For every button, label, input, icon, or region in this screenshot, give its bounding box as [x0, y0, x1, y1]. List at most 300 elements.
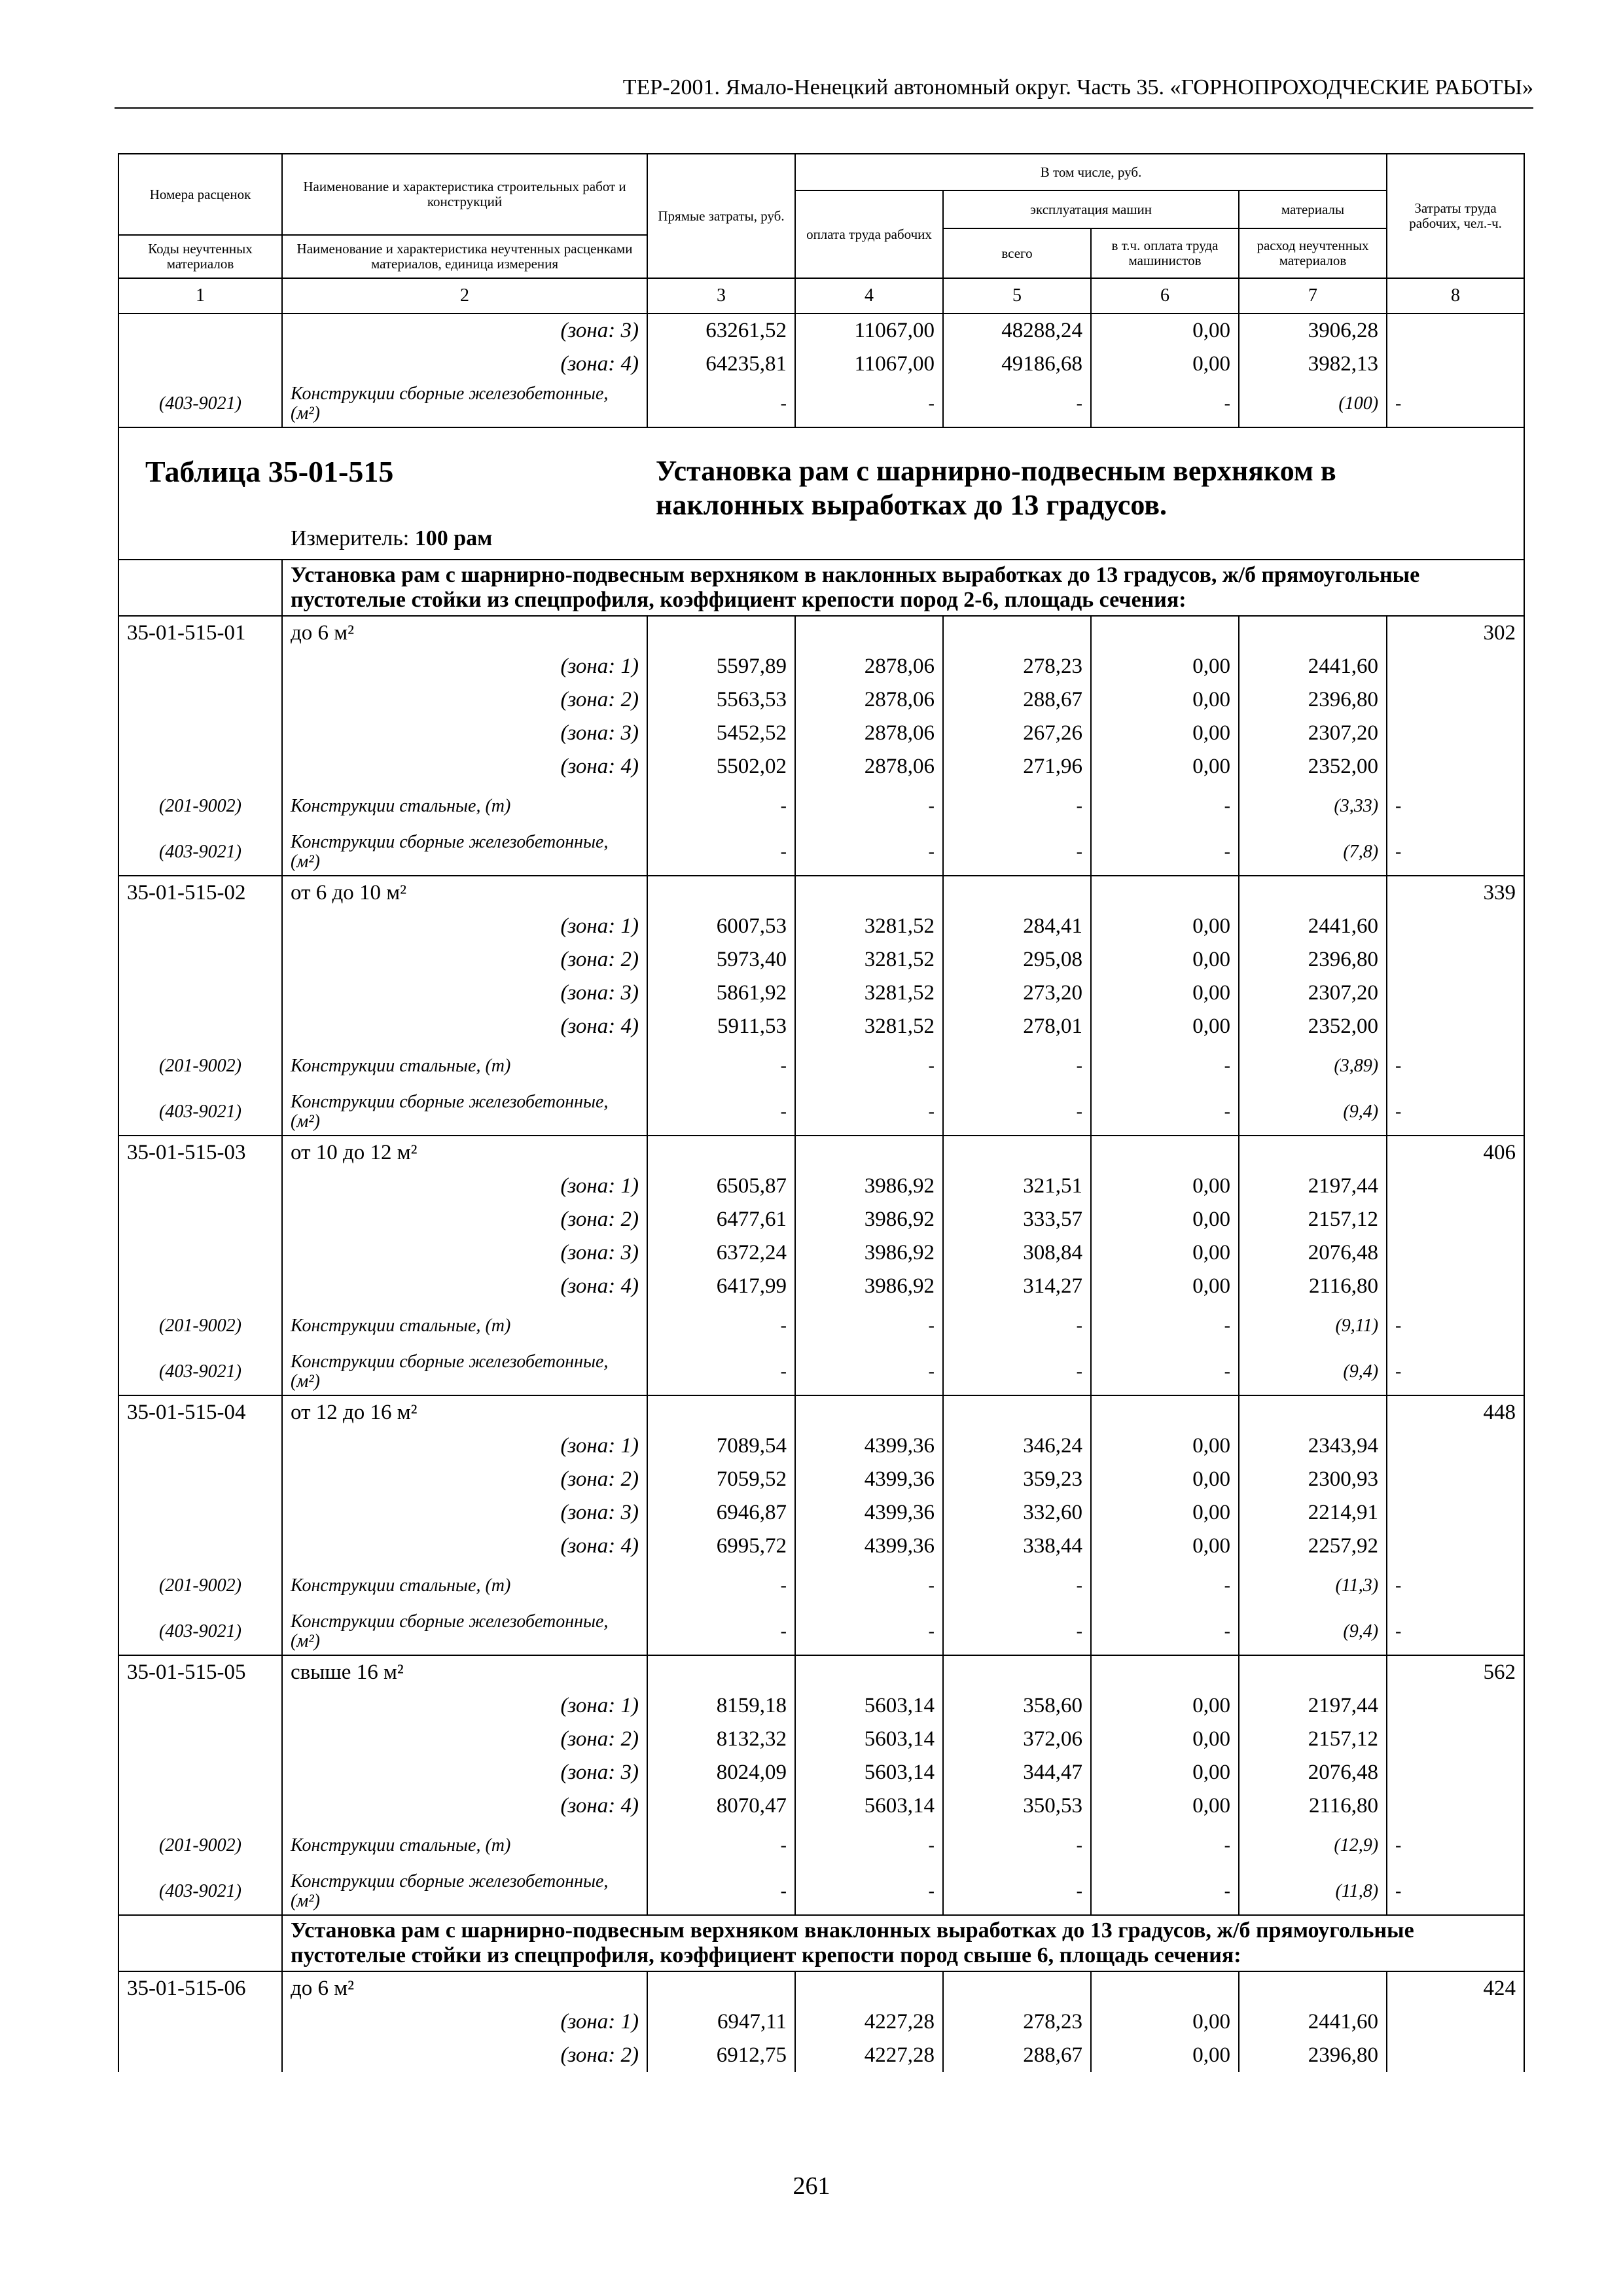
value-cell: 359,23: [943, 1463, 1091, 1496]
dash-cell: -: [647, 1823, 795, 1869]
entry-code: 35-01-515-04: [118, 1395, 282, 1429]
material-code: (201-9002): [118, 1823, 282, 1869]
entry-labor-hours: 448: [1387, 1395, 1524, 1429]
col-code-top: Номера расценок: [149, 187, 251, 202]
entry-labor-hours: 406: [1387, 1136, 1524, 1170]
dash-cell: -: [1091, 1609, 1239, 1655]
zone-row: [118, 2039, 1524, 2072]
dash-cell: -: [943, 1823, 1091, 1869]
value-cell: 8070,47: [647, 1789, 795, 1823]
value-cell: 11067,00: [795, 348, 943, 381]
zone-label: (зона: 2): [282, 1203, 647, 1236]
dash-cell: -: [1091, 829, 1239, 876]
value-cell: 0,00: [1091, 2039, 1239, 2072]
value-cell: 3986,92: [795, 1270, 943, 1303]
value-cell: 4399,36: [795, 1429, 943, 1463]
value-cell: 3986,92: [795, 1203, 943, 1236]
dash-cell: -: [647, 1043, 795, 1089]
value-cell: 4399,36: [795, 1463, 943, 1496]
zone-label: (зона: 4): [282, 1270, 647, 1303]
dash-cell: -: [1091, 381, 1239, 427]
value-cell: 2396,80: [1239, 683, 1387, 717]
zone-row: [118, 314, 1524, 348]
value-cell: 63261,52: [647, 314, 795, 348]
value-cell: 8132,32: [647, 1723, 795, 1756]
value-cell: 2878,06: [795, 717, 943, 750]
value-cell: 6505,87: [647, 1170, 795, 1203]
zone-row: [118, 1756, 1524, 1789]
mach-total-header: всего: [943, 228, 1091, 278]
dash-cell: -: [943, 1609, 1091, 1655]
value-cell: 6912,75: [647, 2039, 795, 2072]
zone-label: (зона: 4): [282, 1530, 647, 1563]
material-code: (201-9002): [118, 1043, 282, 1089]
col-num: 5: [943, 278, 1091, 314]
zone-row: [118, 1236, 1524, 1270]
value-cell: 7059,52: [647, 1463, 795, 1496]
zone-row: [118, 1463, 1524, 1496]
material-code: (403-9021): [118, 381, 282, 427]
value-cell: 64235,81: [647, 348, 795, 381]
zone-label: (зона: 4): [282, 1789, 647, 1823]
col-matname-header: Наименование и характеристика неучтенных расценками материалов, единица измерения: [282, 235, 647, 278]
running-header: [115, 71, 1533, 109]
col-num: 2: [282, 278, 647, 314]
dash-cell: -: [943, 1563, 1091, 1609]
entry-name: до 6 м²: [282, 1971, 647, 2005]
dash-cell: -: [795, 1869, 943, 1915]
value-cell: 2116,80: [1239, 1270, 1387, 1303]
dash-cell: -: [1387, 1823, 1524, 1869]
value-cell: 6372,24: [647, 1236, 795, 1270]
material-name: Конструкции стальные, (т): [282, 1303, 647, 1349]
value-cell: 5973,40: [647, 943, 795, 977]
zone-label: (зона: 2): [282, 683, 647, 717]
value-cell: 314,27: [943, 1270, 1091, 1303]
dash-cell: -: [795, 1609, 943, 1655]
dash-cell: -: [795, 1303, 943, 1349]
material-row: [118, 1609, 1524, 1655]
column-numbers-row: [118, 278, 1524, 314]
dash-cell: -: [795, 829, 943, 876]
col-direct-header: Прямые затраты, руб.: [647, 154, 795, 278]
zone-row: [118, 1170, 1524, 1203]
value-cell: 372,06: [943, 1723, 1091, 1756]
material-name: Конструкции сборные железобетонные, (м²): [282, 1609, 647, 1655]
zone-row: [118, 943, 1524, 977]
value-cell: 332,60: [943, 1496, 1091, 1530]
entry-labor-hours: 339: [1387, 876, 1524, 910]
zone-label: (зона: 1): [282, 1429, 647, 1463]
value-cell: 2441,60: [1239, 910, 1387, 943]
dash-cell: -: [1091, 1349, 1239, 1395]
zone-row: [118, 1723, 1524, 1756]
zone-row: [118, 2005, 1524, 2039]
value-cell: 2307,20: [1239, 977, 1387, 1010]
value-cell: 3982,13: [1239, 348, 1387, 381]
material-qty: (11,8): [1239, 1869, 1387, 1915]
value-cell: 288,67: [943, 683, 1091, 717]
material-code: (201-9002): [118, 1303, 282, 1349]
material-row: [118, 381, 1524, 427]
value-cell: 2214,91: [1239, 1496, 1387, 1530]
dash-cell: -: [647, 1563, 795, 1609]
value-cell: 0,00: [1091, 1689, 1239, 1723]
value-cell: 295,08: [943, 943, 1091, 977]
dash-cell: -: [943, 1869, 1091, 1915]
value-cell: 267,26: [943, 717, 1091, 750]
zone-label: (зона: 1): [282, 650, 647, 683]
entry-code: 35-01-515-06: [118, 1971, 282, 2005]
entry-code: 35-01-515-03: [118, 1136, 282, 1170]
table-head: [118, 154, 1524, 314]
col-name-header: [282, 154, 647, 235]
value-cell: 2878,06: [795, 683, 943, 717]
value-cell: 49186,68: [943, 348, 1091, 381]
zone-row: [118, 1203, 1524, 1236]
zone-row: [118, 717, 1524, 750]
mach-labor-header: в т.ч. оплата труда машинистов: [1091, 228, 1239, 278]
value-cell: 2197,44: [1239, 1689, 1387, 1723]
zone-row: [118, 1689, 1524, 1723]
table-title-block: [118, 427, 1524, 616]
zone-row: [118, 650, 1524, 683]
value-cell: 5603,14: [795, 1756, 943, 1789]
value-cell: 0,00: [1091, 1530, 1239, 1563]
material-qty: (9,4): [1239, 1609, 1387, 1655]
dash-cell: -: [647, 1349, 795, 1395]
dash-cell: -: [647, 829, 795, 876]
zone-row: [118, 910, 1524, 943]
value-cell: 2396,80: [1239, 2039, 1387, 2072]
value-cell: 6477,61: [647, 1203, 795, 1236]
col-num: 3: [647, 278, 795, 314]
material-qty: (9,11): [1239, 1303, 1387, 1349]
zone-label: (зона: 3): [282, 314, 647, 348]
value-cell: 3906,28: [1239, 314, 1387, 348]
machines-header: эксплуатация машин: [943, 190, 1239, 228]
value-cell: 2157,12: [1239, 1723, 1387, 1756]
material-code: (403-9021): [118, 1609, 282, 1655]
section-heading: Установка рам с шарнирно-подвесным верхняком внаклонных выработках до 13 градусов, ж/б прямоугольные пустотелые стойки из спецпрофиля, коэффициент крепости пород свыше 6, площадь сечения:: [282, 1915, 1524, 1971]
col-num: 7: [1239, 278, 1387, 314]
unit-label: Измеритель:: [291, 526, 410, 550]
dash-cell: -: [647, 381, 795, 427]
material-row: [118, 1043, 1524, 1089]
value-cell: 5563,53: [647, 683, 795, 717]
material-name: Конструкции сборные железобетонные, (м²): [282, 1349, 647, 1395]
value-cell: 3986,92: [795, 1236, 943, 1270]
dash-cell: -: [1091, 1089, 1239, 1136]
entry-labor-hours: 302: [1387, 616, 1524, 650]
zone-label: (зона: 2): [282, 943, 647, 977]
value-cell: 321,51: [943, 1170, 1091, 1203]
value-cell: 8159,18: [647, 1689, 795, 1723]
dash-cell: -: [795, 1349, 943, 1395]
dash-cell: -: [1387, 1869, 1524, 1915]
value-cell: 2257,92: [1239, 1530, 1387, 1563]
zone-label: (зона: 3): [282, 717, 647, 750]
entry-code: 35-01-515-05: [118, 1655, 282, 1689]
value-cell: 0,00: [1091, 977, 1239, 1010]
value-cell: 284,41: [943, 910, 1091, 943]
zone-label: (зона: 1): [282, 2005, 647, 2039]
dash-cell: -: [1387, 1563, 1524, 1609]
dash-cell: -: [1387, 1043, 1524, 1089]
dash-cell: -: [1387, 1303, 1524, 1349]
value-cell: 0,00: [1091, 1429, 1239, 1463]
dash-cell: -: [647, 1089, 795, 1136]
value-cell: 2307,20: [1239, 717, 1387, 750]
material-code: (201-9002): [118, 1563, 282, 1609]
value-cell: 0,00: [1091, 943, 1239, 977]
dash-cell: -: [647, 1609, 795, 1655]
zone-row: [118, 977, 1524, 1010]
value-cell: 278,01: [943, 1010, 1091, 1043]
value-cell: 2396,80: [1239, 943, 1387, 977]
dash-cell: -: [1387, 783, 1524, 829]
col-labor-pay-header: оплата труда рабочих: [795, 190, 943, 278]
value-cell: 0,00: [1091, 1010, 1239, 1043]
material-name: Конструкции стальные, (т): [282, 783, 647, 829]
dash-cell: -: [943, 1349, 1091, 1395]
material-name: Конструкции стальные, (т): [282, 1563, 647, 1609]
value-cell: 3281,52: [795, 943, 943, 977]
value-cell: 48288,24: [943, 314, 1091, 348]
entry-header-row: [118, 1655, 1524, 1689]
value-cell: 5603,14: [795, 1789, 943, 1823]
page-number: 261: [793, 2172, 830, 2200]
material-row: [118, 829, 1524, 876]
value-cell: 0,00: [1091, 683, 1239, 717]
zone-label: (зона: 2): [282, 1723, 647, 1756]
dash-cell: -: [943, 1043, 1091, 1089]
value-cell: 0,00: [1091, 1789, 1239, 1823]
zone-row: [118, 1496, 1524, 1530]
entry-labor-hours: 562: [1387, 1655, 1524, 1689]
value-cell: 2197,44: [1239, 1170, 1387, 1203]
value-cell: 2878,06: [795, 650, 943, 683]
value-cell: 358,60: [943, 1689, 1091, 1723]
dash-cell: -: [1091, 1043, 1239, 1089]
value-cell: 6995,72: [647, 1530, 795, 1563]
carryover-rows: [118, 314, 1524, 427]
value-cell: 0,00: [1091, 1723, 1239, 1756]
dash-cell: -: [943, 829, 1091, 876]
value-cell: 2157,12: [1239, 1203, 1387, 1236]
material-name: Конструкции стальные, (т): [282, 1043, 647, 1089]
entry-code: 35-01-515-01: [118, 616, 282, 650]
dash-cell: -: [1387, 1609, 1524, 1655]
price-table: [118, 153, 1525, 2072]
value-cell: 288,67: [943, 2039, 1091, 2072]
col-name-top: Наименование и характеристика строительных работ и конструкций: [303, 179, 626, 209]
zone-row: [118, 750, 1524, 783]
value-cell: 0,00: [1091, 314, 1239, 348]
dash-cell: -: [1091, 1869, 1239, 1915]
value-cell: 5911,53: [647, 1010, 795, 1043]
value-cell: 11067,00: [795, 314, 943, 348]
value-cell: 5502,02: [647, 750, 795, 783]
entry-name: от 12 до 16 м²: [282, 1395, 647, 1429]
material-row: [118, 1563, 1524, 1609]
value-cell: 5597,89: [647, 650, 795, 683]
entry-header-row: [118, 1395, 1524, 1429]
entries-group-1: [118, 616, 1524, 1915]
value-cell: 3281,52: [795, 910, 943, 943]
value-cell: 4399,36: [795, 1530, 943, 1563]
material-qty: (3,33): [1239, 783, 1387, 829]
table-title: Установка рам с шарнирно-подвесным верхняком в наклонных выработках до 13 градусов.: [656, 455, 1336, 521]
section-2-block: [118, 1915, 1524, 1971]
value-cell: 4227,28: [795, 2005, 943, 2039]
value-cell: 8024,09: [647, 1756, 795, 1789]
zone-label: (зона: 3): [282, 1756, 647, 1789]
material-row: [118, 1823, 1524, 1869]
value-cell: 0,00: [1091, 1463, 1239, 1496]
material-row: [118, 1349, 1524, 1395]
entry-name: до 6 м²: [282, 616, 647, 650]
value-cell: 2878,06: [795, 750, 943, 783]
value-cell: 6947,11: [647, 2005, 795, 2039]
incl-header: В том числе, руб.: [795, 154, 1387, 190]
zone-label: (зона: 1): [282, 910, 647, 943]
value-cell: 2352,00: [1239, 1010, 1387, 1043]
value-cell: 5603,14: [795, 1723, 943, 1756]
col-labor-hours-header: Затраты труда рабочих, чел.-ч.: [1387, 154, 1524, 278]
zone-row: [118, 1270, 1524, 1303]
material-row: [118, 783, 1524, 829]
zone-label: (зона: 1): [282, 1689, 647, 1723]
value-cell: 338,44: [943, 1530, 1091, 1563]
value-cell: 2076,48: [1239, 1756, 1387, 1789]
value-cell: 3281,52: [795, 1010, 943, 1043]
material-name: Конструкции сборные железобетонные, (м²): [282, 381, 647, 427]
value-cell: 2352,00: [1239, 750, 1387, 783]
material-code: (403-9021): [118, 1869, 282, 1915]
zone-row: [118, 348, 1524, 381]
material-row: [118, 1303, 1524, 1349]
value-cell: 2343,94: [1239, 1429, 1387, 1463]
col-code-header: [118, 154, 282, 235]
dash-cell: -: [795, 1043, 943, 1089]
material-name: Конструкции сборные железобетонные, (м²): [282, 1089, 647, 1136]
zone-row: [118, 683, 1524, 717]
dash-cell: -: [1387, 829, 1524, 876]
dash-cell: -: [647, 1303, 795, 1349]
materials-sub-header: расход неучтенных материалов: [1239, 228, 1387, 278]
material-name: Конструкции сборные железобетонные, (м²): [282, 829, 647, 876]
zone-label: (зона: 2): [282, 2039, 647, 2072]
dash-cell: -: [795, 783, 943, 829]
entry-name: свыше 16 м²: [282, 1655, 647, 1689]
material-qty: (3,89): [1239, 1043, 1387, 1089]
zone-label: (зона: 4): [282, 750, 647, 783]
zone-label: (зона: 2): [282, 1463, 647, 1496]
value-cell: 5861,92: [647, 977, 795, 1010]
zone-row: [118, 1530, 1524, 1563]
zone-label: (зона: 4): [282, 1010, 647, 1043]
value-cell: 271,96: [943, 750, 1091, 783]
dash-cell: -: [795, 381, 943, 427]
dash-cell: -: [1387, 1349, 1524, 1395]
table-number: Таблица 35-01-515: [145, 455, 394, 488]
col-num: 1: [118, 278, 282, 314]
dash-cell: -: [647, 783, 795, 829]
zone-row: [118, 1010, 1524, 1043]
value-cell: 344,47: [943, 1756, 1091, 1789]
material-qty: (100): [1239, 381, 1387, 427]
material-qty: (11,3): [1239, 1563, 1387, 1609]
value-cell: 2441,60: [1239, 2005, 1387, 2039]
value-cell: 0,00: [1091, 1496, 1239, 1530]
entry-header-row: [118, 1971, 1524, 2005]
dash-cell: -: [1091, 1303, 1239, 1349]
value-cell: 333,57: [943, 1203, 1091, 1236]
unit-value: 100 рам: [414, 526, 493, 550]
value-cell: 278,23: [943, 650, 1091, 683]
col-matcode-header: Коды неучтенных материалов: [118, 235, 282, 278]
value-cell: 273,20: [943, 977, 1091, 1010]
zone-row: [118, 1789, 1524, 1823]
materials-header: материалы: [1239, 190, 1387, 228]
entry-header-row: [118, 1136, 1524, 1170]
value-cell: 2076,48: [1239, 1236, 1387, 1270]
dash-cell: -: [795, 1823, 943, 1869]
dash-cell: -: [795, 1089, 943, 1136]
running-header-text: ТЕР-2001. Ямало-Ненецкий автономный округ. Часть 35. «ГОРНОПРОХОДЧЕСКИЕ РАБОТЫ»: [622, 75, 1533, 99]
dash-cell: -: [943, 1089, 1091, 1136]
value-cell: 3281,52: [795, 977, 943, 1010]
col-num: 6: [1091, 278, 1239, 314]
material-name: Конструкции стальные, (т): [282, 1823, 647, 1869]
dash-cell: -: [943, 381, 1091, 427]
material-code: (403-9021): [118, 829, 282, 876]
section-heading: Установка рам с шарнирно-подвесным верхняком в наклонных выработках до 13 градусов, ж/б прямоугольные пустотелые стойки из спецпрофиля, коэффициент крепости пород 2-6, площадь сечения:: [282, 560, 1524, 616]
dash-cell: -: [1091, 1563, 1239, 1609]
value-cell: 7089,54: [647, 1429, 795, 1463]
material-name: Конструкции сборные железобетонные, (м²): [282, 1869, 647, 1915]
entry-labor-hours: 424: [1387, 1971, 1524, 2005]
value-cell: 0,00: [1091, 1236, 1239, 1270]
dash-cell: -: [1387, 1089, 1524, 1136]
value-cell: 5452,52: [647, 717, 795, 750]
zone-label: (зона: 3): [282, 1496, 647, 1530]
value-cell: 2441,60: [1239, 650, 1387, 683]
value-cell: 0,00: [1091, 650, 1239, 683]
material-row: [118, 1089, 1524, 1136]
dash-cell: -: [647, 1869, 795, 1915]
unit-line: [291, 526, 492, 551]
material-code: (403-9021): [118, 1349, 282, 1395]
zone-label: (зона: 3): [282, 1236, 647, 1270]
dash-cell: -: [943, 783, 1091, 829]
value-cell: 6417,99: [647, 1270, 795, 1303]
value-cell: 0,00: [1091, 2005, 1239, 2039]
value-cell: 278,23: [943, 2005, 1091, 2039]
value-cell: 0,00: [1091, 1203, 1239, 1236]
material-code: (403-9021): [118, 1089, 282, 1136]
value-cell: 0,00: [1091, 348, 1239, 381]
zone-label: (зона: 1): [282, 1170, 647, 1203]
value-cell: 2116,80: [1239, 1789, 1387, 1823]
value-cell: 0,00: [1091, 750, 1239, 783]
col-num: 8: [1387, 278, 1524, 314]
dash-cell: -: [943, 1303, 1091, 1349]
value-cell: 0,00: [1091, 1170, 1239, 1203]
value-cell: 6946,87: [647, 1496, 795, 1530]
zone-row: [118, 1429, 1524, 1463]
